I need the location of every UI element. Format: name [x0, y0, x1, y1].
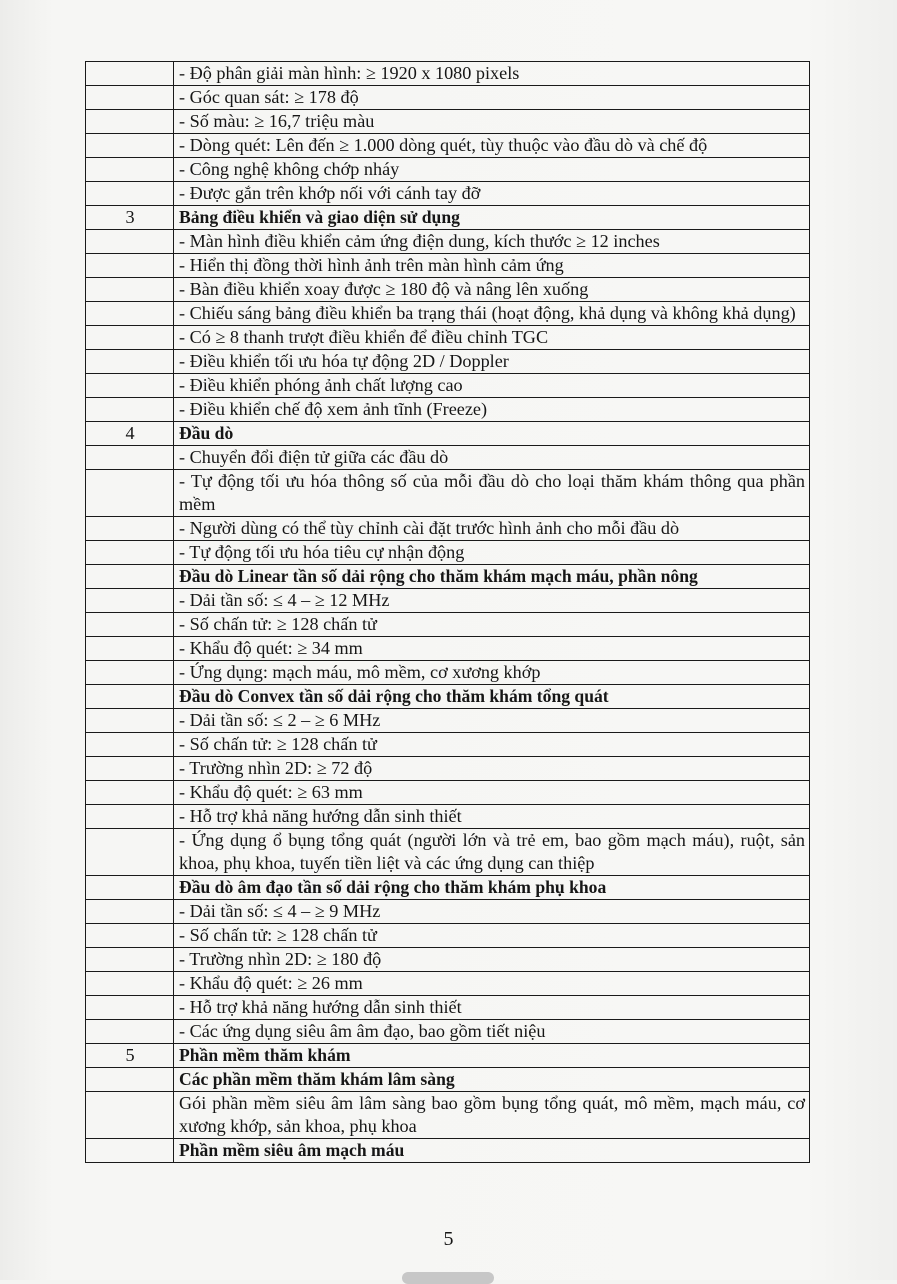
row-number-cell — [86, 637, 174, 661]
row-number-cell — [86, 1020, 174, 1044]
section-heading-cell: Phần mềm thăm khám — [174, 1044, 810, 1068]
spec-text-cell: - Khẩu độ quét: ≥ 26 mm — [174, 972, 810, 996]
row-number-cell — [86, 924, 174, 948]
spec-text-cell: - Hỗ trợ khả năng hướng dẫn sinh thiết — [174, 996, 810, 1020]
scroll-indicator[interactable] — [402, 1272, 494, 1284]
spec-text-cell: - Tự động tối ưu hóa thông số của mỗi đầu dò cho loại thăm khám thông qua phần mềm — [174, 470, 810, 517]
table-row — [86, 541, 810, 565]
table-row — [86, 206, 810, 230]
row-number-cell — [86, 876, 174, 900]
spec-text-cell: - Điều khiển chế độ xem ảnh tĩnh (Freeze) — [174, 398, 810, 422]
table-row — [86, 805, 810, 829]
spec-text-cell: - Tự động tối ưu hóa tiêu cự nhận động — [174, 541, 810, 565]
table-row — [86, 565, 810, 589]
spec-text-cell: - Điều khiển phóng ảnh chất lượng cao — [174, 374, 810, 398]
row-number-cell — [86, 948, 174, 972]
table-row — [86, 230, 810, 254]
row-number-cell — [86, 134, 174, 158]
row-number-cell — [86, 254, 174, 278]
spec-text-cell: - Độ phân giải màn hình: ≥ 1920 x 1080 pixels — [174, 62, 810, 86]
table-row — [86, 86, 810, 110]
table-row — [86, 900, 810, 924]
row-number-cell — [86, 996, 174, 1020]
row-number-cell — [86, 1139, 174, 1163]
spec-text-cell: - Bàn điều khiển xoay được ≥ 180 độ và nâng lên xuống — [174, 278, 810, 302]
table-row — [86, 948, 810, 972]
spec-text-cell: - Số màu: ≥ 16,7 triệu màu — [174, 110, 810, 134]
row-number-cell — [86, 110, 174, 134]
spec-text-cell: - Góc quan sát: ≥ 178 độ — [174, 86, 810, 110]
row-number-cell — [86, 230, 174, 254]
spec-text-cell: - Chuyển đổi điện tử giữa các đầu dò — [174, 446, 810, 470]
spec-text-cell: - Ứng dụng: mạch máu, mô mềm, cơ xương khớp — [174, 661, 810, 685]
row-number-cell — [86, 661, 174, 685]
row-number-cell — [86, 709, 174, 733]
section-heading-cell: Đầu dò — [174, 422, 810, 446]
spec-text-cell: - Người dùng có thể tùy chỉnh cài đặt trước hình ảnh cho mỗi đầu dò — [174, 517, 810, 541]
spec-text-cell: - Màn hình điều khiển cảm ứng điện dung, kích thước ≥ 12 inches — [174, 230, 810, 254]
table-row — [86, 685, 810, 709]
page-number: 5 — [443, 1228, 454, 1250]
table-row — [86, 781, 810, 805]
table-row — [86, 613, 810, 637]
table-row — [86, 158, 810, 182]
spec-text-cell: - Có ≥ 8 thanh trượt điều khiển để điều chỉnh TGC — [174, 326, 810, 350]
table-row — [86, 470, 810, 517]
table-row — [86, 517, 810, 541]
table-row — [86, 422, 810, 446]
table-row — [86, 829, 810, 876]
row-number-cell — [86, 589, 174, 613]
row-number-cell: 3 — [86, 206, 174, 230]
row-number-cell — [86, 1092, 174, 1139]
row-number-cell — [86, 829, 174, 876]
table-row — [86, 278, 810, 302]
row-number-cell — [86, 326, 174, 350]
table-row — [86, 733, 810, 757]
spec-text-cell: - Dải tần số: ≤ 4 – ≥ 12 MHz — [174, 589, 810, 613]
row-number-cell — [86, 62, 174, 86]
table-row — [86, 589, 810, 613]
table-row — [86, 1020, 810, 1044]
row-number-cell — [86, 565, 174, 589]
row-number-cell — [86, 517, 174, 541]
section-heading-cell: Đầu dò âm đạo tần số dải rộng cho thăm khám phụ khoa — [174, 876, 810, 900]
table-row — [86, 1092, 810, 1139]
spec-text-cell: - Công nghệ không chớp nháy — [174, 158, 810, 182]
row-number-cell — [86, 470, 174, 517]
specification-table — [85, 61, 810, 1163]
spec-text-cell: Gói phần mềm siêu âm lâm sàng bao gồm bụng tổng quát, mô mềm, mạch máu, cơ xương khớp, sản khoa, phụ khoa — [174, 1092, 810, 1139]
table-row — [86, 446, 810, 470]
row-number-cell — [86, 182, 174, 206]
table-row — [86, 350, 810, 374]
table-row — [86, 972, 810, 996]
table-row — [86, 110, 810, 134]
section-heading-cell: Đầu dò Linear tần số dải rộng cho thăm khám mạch máu, phần nông — [174, 565, 810, 589]
table-row — [86, 996, 810, 1020]
table-row — [86, 62, 810, 86]
table-row — [86, 302, 810, 326]
row-number-cell — [86, 86, 174, 110]
table-row — [86, 637, 810, 661]
spec-text-cell: - Ứng dụng ổ bụng tổng quát (người lớn và trẻ em, bao gồm mạch máu), ruột, sản khoa, phụ khoa, tuyến tiền liệt và các ứng dụng can thiệp — [174, 829, 810, 876]
row-number-cell — [86, 374, 174, 398]
table-row — [86, 1068, 810, 1092]
table-row — [86, 134, 810, 158]
row-number-cell — [86, 158, 174, 182]
table-row — [86, 876, 810, 900]
row-number-cell — [86, 733, 174, 757]
table-row — [86, 757, 810, 781]
row-number-cell — [86, 302, 174, 326]
table-row — [86, 1139, 810, 1163]
section-heading-cell: Các phần mềm thăm khám lâm sàng — [174, 1068, 810, 1092]
row-number-cell — [86, 398, 174, 422]
row-number-cell — [86, 972, 174, 996]
row-number-cell: 4 — [86, 422, 174, 446]
section-heading-cell: Đầu dò Convex tần số dải rộng cho thăm khám tổng quát — [174, 685, 810, 709]
row-number-cell — [86, 278, 174, 302]
table-row — [86, 661, 810, 685]
spec-text-cell: - Điều khiển tối ưu hóa tự động 2D / Doppler — [174, 350, 810, 374]
spec-text-cell: - Chiếu sáng bảng điều khiển ba trạng thái (hoạt động, khả dụng và không khả dụng) — [174, 302, 810, 326]
row-number-cell — [86, 613, 174, 637]
spec-text-cell: - Khẩu độ quét: ≥ 34 mm — [174, 637, 810, 661]
section-heading-cell: Phần mềm siêu âm mạch máu — [174, 1139, 810, 1163]
table-row — [86, 326, 810, 350]
row-number-cell — [86, 685, 174, 709]
row-number-cell — [86, 541, 174, 565]
table-row — [86, 398, 810, 422]
row-number-cell — [86, 805, 174, 829]
spec-text-cell: - Số chấn tử: ≥ 128 chấn tử — [174, 613, 810, 637]
spec-text-cell: - Các ứng dụng siêu âm âm đạo, bao gồm tiết niệu — [174, 1020, 810, 1044]
spec-text-cell: - Khẩu độ quét: ≥ 63 mm — [174, 781, 810, 805]
spec-text-cell: - Được gắn trên khớp nối với cánh tay đỡ — [174, 182, 810, 206]
row-number-cell: 5 — [86, 1044, 174, 1068]
table-row — [86, 182, 810, 206]
table-row — [86, 254, 810, 278]
spec-text-cell: - Số chấn tử: ≥ 128 chấn tử — [174, 733, 810, 757]
row-number-cell — [86, 900, 174, 924]
row-number-cell — [86, 1068, 174, 1092]
row-number-cell — [86, 350, 174, 374]
spec-text-cell: - Dải tần số: ≤ 4 – ≥ 9 MHz — [174, 900, 810, 924]
spec-text-cell: - Trường nhìn 2D: ≥ 72 độ — [174, 757, 810, 781]
spec-text-cell: - Dòng quét: Lên đến ≥ 1.000 dòng quét, tùy thuộc vào đầu dò và chế độ — [174, 134, 810, 158]
spec-text-cell: - Dải tần số: ≤ 2 – ≥ 6 MHz — [174, 709, 810, 733]
spec-text-cell: - Số chấn tử: ≥ 128 chấn tử — [174, 924, 810, 948]
spec-text-cell: - Hỗ trợ khả năng hướng dẫn sinh thiết — [174, 805, 810, 829]
spec-text-cell: - Hiển thị đồng thời hình ảnh trên màn hình cảm ứng — [174, 254, 810, 278]
table-row — [86, 374, 810, 398]
row-number-cell — [86, 757, 174, 781]
row-number-cell — [86, 781, 174, 805]
row-number-cell — [86, 446, 174, 470]
table-row — [86, 924, 810, 948]
table-row — [86, 1044, 810, 1068]
table-row — [86, 709, 810, 733]
section-heading-cell: Bảng điều khiển và giao diện sử dụng — [174, 206, 810, 230]
spec-text-cell: - Trường nhìn 2D: ≥ 180 độ — [174, 948, 810, 972]
